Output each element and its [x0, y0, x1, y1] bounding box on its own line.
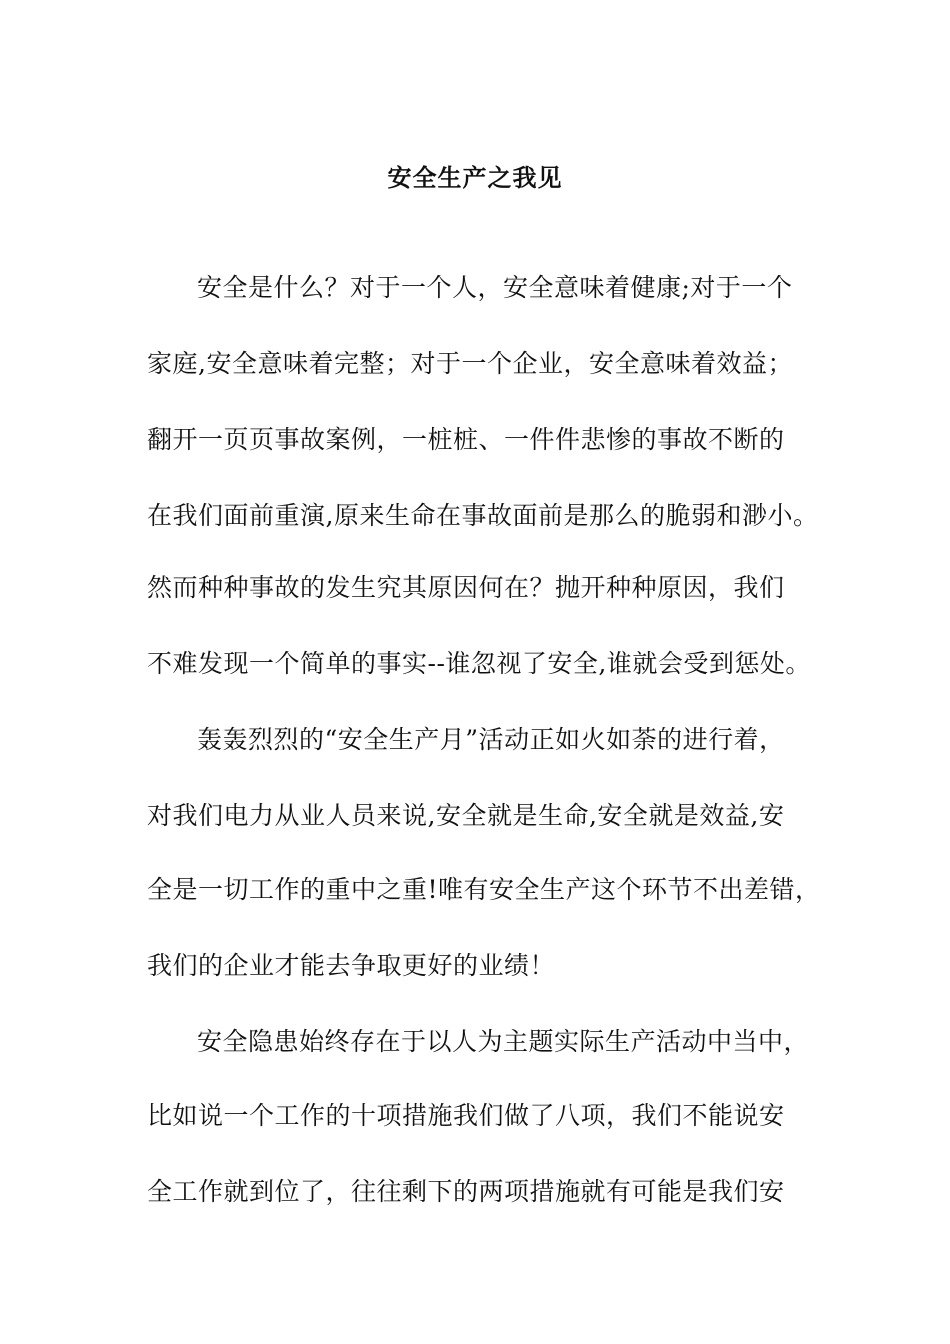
document-title: 安全生产之我见 — [387, 163, 563, 192]
paragraph-1-line-5: 然而种种事故的发生究其原因何在？抛开种种原因，我们 — [147, 573, 785, 602]
paragraph-1-line-2: 家庭,安全意味着完整；对于一个企业，安全意味着效益； — [147, 349, 793, 378]
paragraph-1-line-3: 翻开一页页事故案例，一桩桩、一件件悲惨的事故不断的 — [147, 425, 785, 454]
paragraph-3-line-1: 安全隐患始终存在于以人为主题实际生产活动中当中， — [197, 1027, 810, 1056]
paragraph-3-line-2: 比如说一个工作的十项措施我们做了八项，我们不能说安 — [147, 1101, 785, 1130]
paragraph-2-line-4: 我们的企业才能去争取更好的业绩！ — [147, 951, 556, 980]
paragraph-3-line-3: 全工作就到位了，往往剩下的两项措施就有可能是我们安 — [147, 1177, 785, 1206]
paragraph-1-line-1: 安全是什么？对于一个人，安全意味着健康;对于一个 — [197, 273, 793, 302]
paragraph-2-line-3: 全是一切工作的重中之重!唯有安全生产这个环节不出差错， — [147, 875, 821, 904]
paragraph-2-line-1: 轰轰烈烈的“安全生产月”活动正如火如荼的进行着， — [197, 725, 785, 754]
paragraph-1-line-4: 在我们面前重演,原来生命在事故面前是那么的脆弱和渺小。 — [147, 501, 819, 530]
paragraph-1-line-6: 不难发现一个简单的事实--谁忽视了安全,谁就会受到惩处。 — [147, 649, 811, 678]
paragraph-2-line-2: 对我们电力从业人员来说,安全就是生命,安全就是效益,安 — [147, 801, 785, 830]
